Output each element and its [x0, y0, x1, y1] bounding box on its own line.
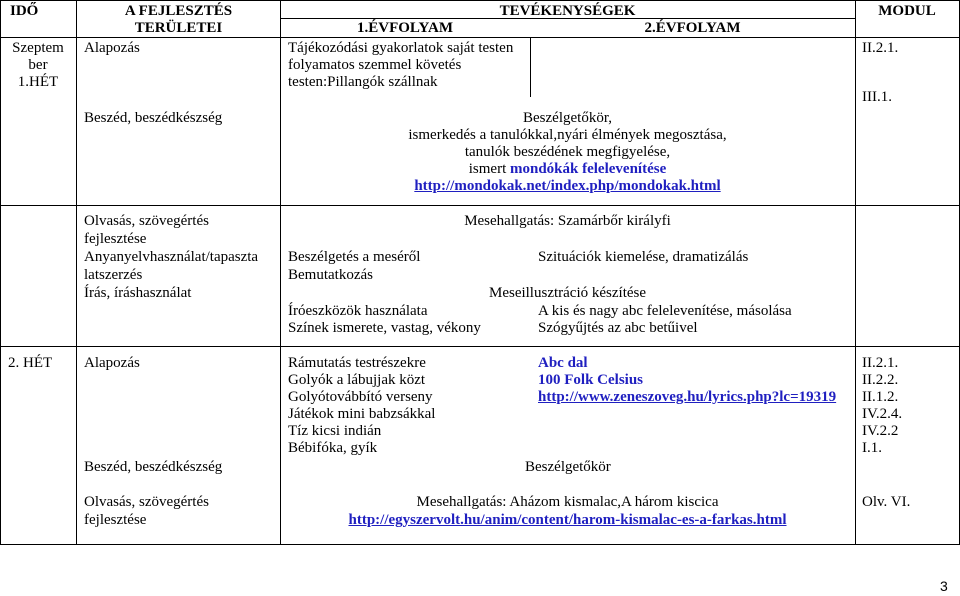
week2-song: Abc dal — [538, 355, 588, 371]
header-grade-2: 2.ÉVFOLYAM — [644, 20, 741, 36]
header-modul: MODUL — [878, 3, 936, 19]
week2-activity: Rámutatás testrészekre — [288, 355, 426, 371]
week1-area-olvasas: Olvasás, szövegértés — [84, 213, 209, 229]
mondokak-link-text[interactable]: mondókák felelevenítése — [510, 161, 667, 177]
week2-area-olvasas: fejlesztése — [84, 512, 147, 528]
header-area-2: TERÜLETEI — [134, 20, 223, 36]
week1-area-anyanyelv: Anyanyelvhasználat/tapaszta — [84, 249, 259, 265]
week2-time: 2. HÉT — [8, 355, 53, 371]
week1-iras-line: Szógyűjtés az abc betűivel — [538, 320, 698, 336]
week1-modul-1: II.2.1. — [862, 40, 899, 56]
week2-modul: II.1.2. — [862, 389, 899, 405]
egyszervolt-url-link[interactable]: http://egyszervolt.hu/anim/content/harom-kismalac-es-a-farkas.html — [348, 512, 787, 528]
week1-beszed-line — [280, 161, 855, 178]
week2-area-olvasas: Olvasás, szövegértés — [84, 494, 209, 510]
week1-anyanyelv-line: Bemutatkozás — [288, 267, 373, 283]
week1-beszed-prefix: ismert — [468, 161, 510, 177]
week1-time-3: 1.HÉT — [17, 74, 59, 90]
week1-activity-line: folyamatos szemmel követés — [288, 57, 462, 73]
week2-modul: IV.2.2 — [862, 423, 899, 439]
week2-activity: Golyótovábbító verseny — [288, 389, 433, 405]
week1-area-alapozas: Alapozás — [84, 40, 140, 56]
week2-activity: Tíz kicsi indián — [288, 423, 382, 439]
week2-modul-olv: Olv. VI. — [862, 494, 911, 510]
week1-meseillusztracio: Meseillusztráció készítése — [488, 285, 647, 301]
week2-beszelgetokor: Beszélgetőkör — [525, 459, 611, 475]
week1-iras-line: Színek ismerete, vastag, vékony — [288, 320, 481, 336]
week1-time-1: Szeptem — [12, 40, 64, 56]
week2-activity: Játékok mini babzsákkal — [288, 406, 436, 422]
week1-beszed-line: tanulók beszédének megfigyelése, — [464, 144, 671, 160]
week1-beszed-line: ismerkedés a tanulókkal,nyári élmények megosztása, — [408, 127, 727, 143]
week2-activity: Golyók a lábujjak közt — [288, 372, 426, 388]
week2-modul: I.1. — [862, 440, 882, 456]
week1-anyanyelv-2: Szituációk kiemelése, dramatizálás — [538, 249, 749, 265]
week1-beszed-line: Beszélgetőkör, — [523, 110, 612, 126]
week1-activity-line: testen:Pillangók szállnak — [288, 74, 438, 90]
week1-anyanyelv-line: Beszélgetés a meséről — [288, 249, 421, 265]
week2-activity: Bébifóka, gyík — [288, 440, 378, 456]
week1-activity-line: Tájékozódási gyakorlatok saját testen — [288, 40, 514, 56]
week2-modul: II.2.1. — [862, 355, 899, 371]
mondokak-url-link[interactable]: http://mondokak.net/index.php/mondokak.html — [414, 178, 721, 194]
week1-area-anyanyelv: latszerzés — [84, 267, 143, 283]
week1-time-2: ber — [28, 57, 48, 73]
week2-modul: II.2.2. — [862, 372, 899, 388]
week1-area-olvasas: fejlesztése — [84, 231, 147, 247]
week2-area-beszed: Beszéd, beszédkészség — [84, 459, 223, 475]
header-area-1: A FEJLESZTÉS — [124, 3, 233, 19]
week1-mesehallgatas: Mesehallgatás: Szamárbőr királyfi — [464, 213, 671, 229]
week2-area-alapozas: Alapozás — [84, 355, 140, 371]
header-activities: TEVÉKENYSÉGEK — [499, 3, 636, 19]
week1-modul-2: III.1. — [862, 89, 892, 105]
week1-iras-line: A kis és nagy abc felelevenítése, másolása — [538, 303, 792, 319]
week1-area-iras: Írás, íráshasználat — [84, 285, 192, 301]
header-time: IDŐ — [10, 3, 39, 19]
week2-mesehallgatas: Mesehallgatás: Aházom kismalac,A három kiscica — [416, 494, 719, 510]
week2-song: 100 Folk Celsius — [538, 372, 644, 388]
week1-area-beszed: Beszéd, beszédkészség — [84, 110, 223, 126]
header-grade-1: 1.ÉVFOLYAM — [357, 20, 453, 36]
week2-modul: IV.2.4. — [862, 406, 903, 422]
week1-iras-line: Íróeszközök használata — [288, 303, 428, 319]
zeneszoveg-url-link[interactable]: http://www.zeneszoveg.hu/lyrics.php?lc=19319 — [538, 389, 837, 405]
page-number: 3 — [940, 578, 948, 594]
